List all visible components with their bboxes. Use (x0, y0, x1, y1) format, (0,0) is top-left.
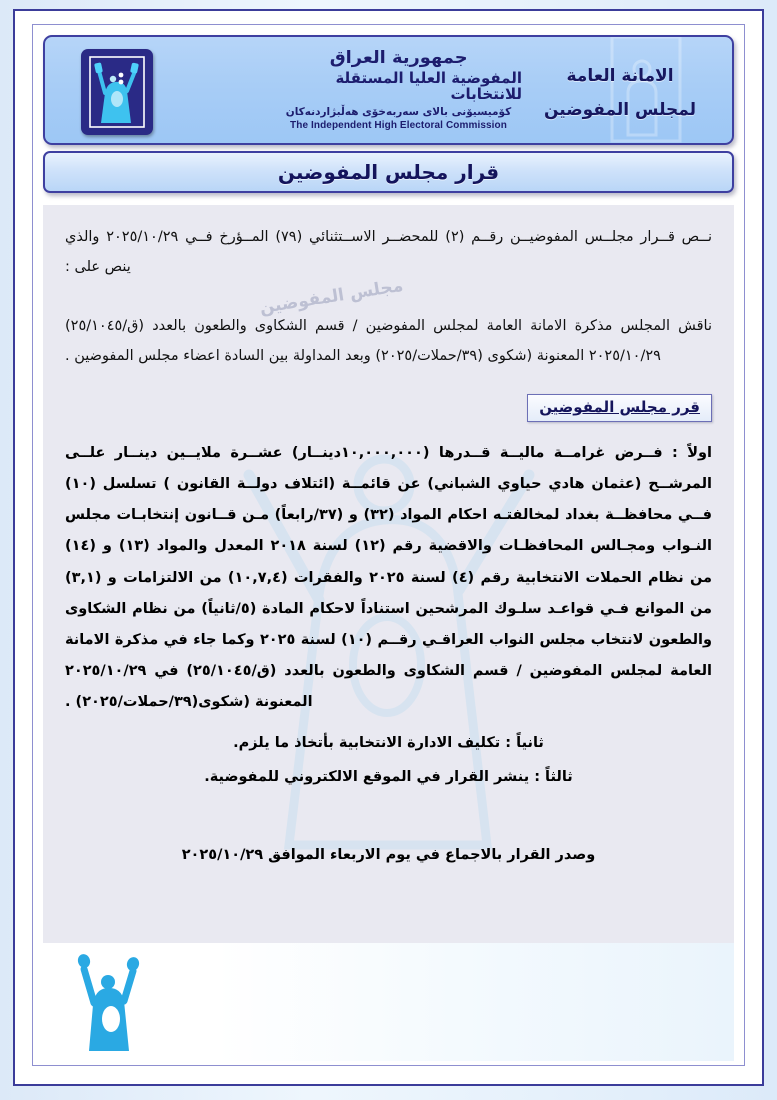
page-sheet (34, 26, 743, 1064)
general-secretariat-heading (530, 59, 710, 127)
document-title-bar (43, 151, 734, 193)
footer-voter-logo-icon (67, 939, 151, 1059)
document-header (43, 35, 734, 145)
crest-country-label: جمهورية العراق (329, 48, 468, 69)
body-watermark-label: مجلس المفوضين (258, 275, 405, 319)
clause-one: اولاً : فــرض غرامــة ماليــة قــدرها (١٠,٠٠٠,٠٠٠دينــار) عشــرة ملايــين دينــار علــى المرشــح (عثمان هادي حياوي الشباني) عن قائمــة (ائتلاف دولــة القانون ) تسلسل (١٠) فــي محافظــة بغداد لمخالفتـه احكام المواد (٣٢) و (٣٧/رابعاً) مـن قــانون إنتخابـات مجلس النـواب ومجـالس المحافظـات والاقضية رقم (١٢) لسنة ٢٠١٨ المعدل والمواد (١٣) و (١٤) من نظام الحملات الانتخابية رقم (٤) لسنة ٢٠٢٥ والفقرات (١٠,٧,٤) من الالتزامات و (٣,١) من الموانع فـي قواعـد سلـوك المرشحين استناداً لاحكام المادة (٥/ثانياً) من نظام الشكاوى والطعون لانتخاب مجلس النواب العراقـي رقــم (١٠) لسنة ٢٠٢٥ وكما جاء في مذكرة الامانة العامة لمجلس المفوضين / قسم الشكاوى والطعون بالعدد (ق/٢٥/١٠٤٥) في ٢٠٢٥/١٠/٢٩ المعنونة (شكوى(٣٩/حملات/٢٠٢٥) . (65, 444, 713, 711)
status-badge (527, 394, 712, 422)
closing-statement: وصدر القرار بالاجماع في يوم الاربعاء الموافق ٢٠٢٥/١٠/٢٩ (181, 846, 596, 863)
decision-intro-paragraph: نــص قــرار مجلــس المفوضيــن رقــم (٢) للمحضــر الاســتثنائي (٧٩) المــؤرخ فــي ٢٠٢٥/١٠/٢٩ والذي ينص على : (65, 229, 712, 275)
crest-commission-english-label: The Independent High Electoral Commission (290, 120, 507, 132)
page-frame (13, 9, 764, 1086)
clause-three: ثالثاً : ينشر القرار في الموقع الالكتروني للمفوضية. (204, 768, 573, 785)
clause-two: ثانياً : تكليف الادارة الانتخابية بأتخاذ ما يلزم. (233, 735, 544, 752)
crest-commission-kurdish-label: كۆمیسیۆنی بالای سەربەخۆی هەڵبژاردنەکان (285, 106, 512, 119)
page-title: قرار مجلس المفوضين (277, 160, 500, 184)
decision-discussion-paragraph: ناقش المجلس مذكرة الامانة العامة لمجلس المفوضين / قسم الشكاوى والطعون بالعدد (ق/٢٥/١٠٤٥) ٢٠٢٥/١٠/٢٩ المعنونة (شكوى (٣٩/حملات/٢٠٢٥) وبعد المداولة بين السادة اعضاء مجلس المفوضين . (65, 318, 712, 365)
org-line-1: الامانة العامة (566, 66, 674, 86)
crest-commission-arabic-label: المفوضية العليا المستقلة للانتخابات (335, 68, 522, 103)
status-badge-label: قرر مجلس المفوضين (539, 397, 700, 416)
document-body (43, 205, 734, 1061)
ihec-voter-logo (81, 49, 153, 135)
ihec-crest-text (275, 45, 522, 137)
decision-badge-row (65, 394, 712, 422)
org-line-2: لمجلس المفوضين (543, 100, 697, 120)
